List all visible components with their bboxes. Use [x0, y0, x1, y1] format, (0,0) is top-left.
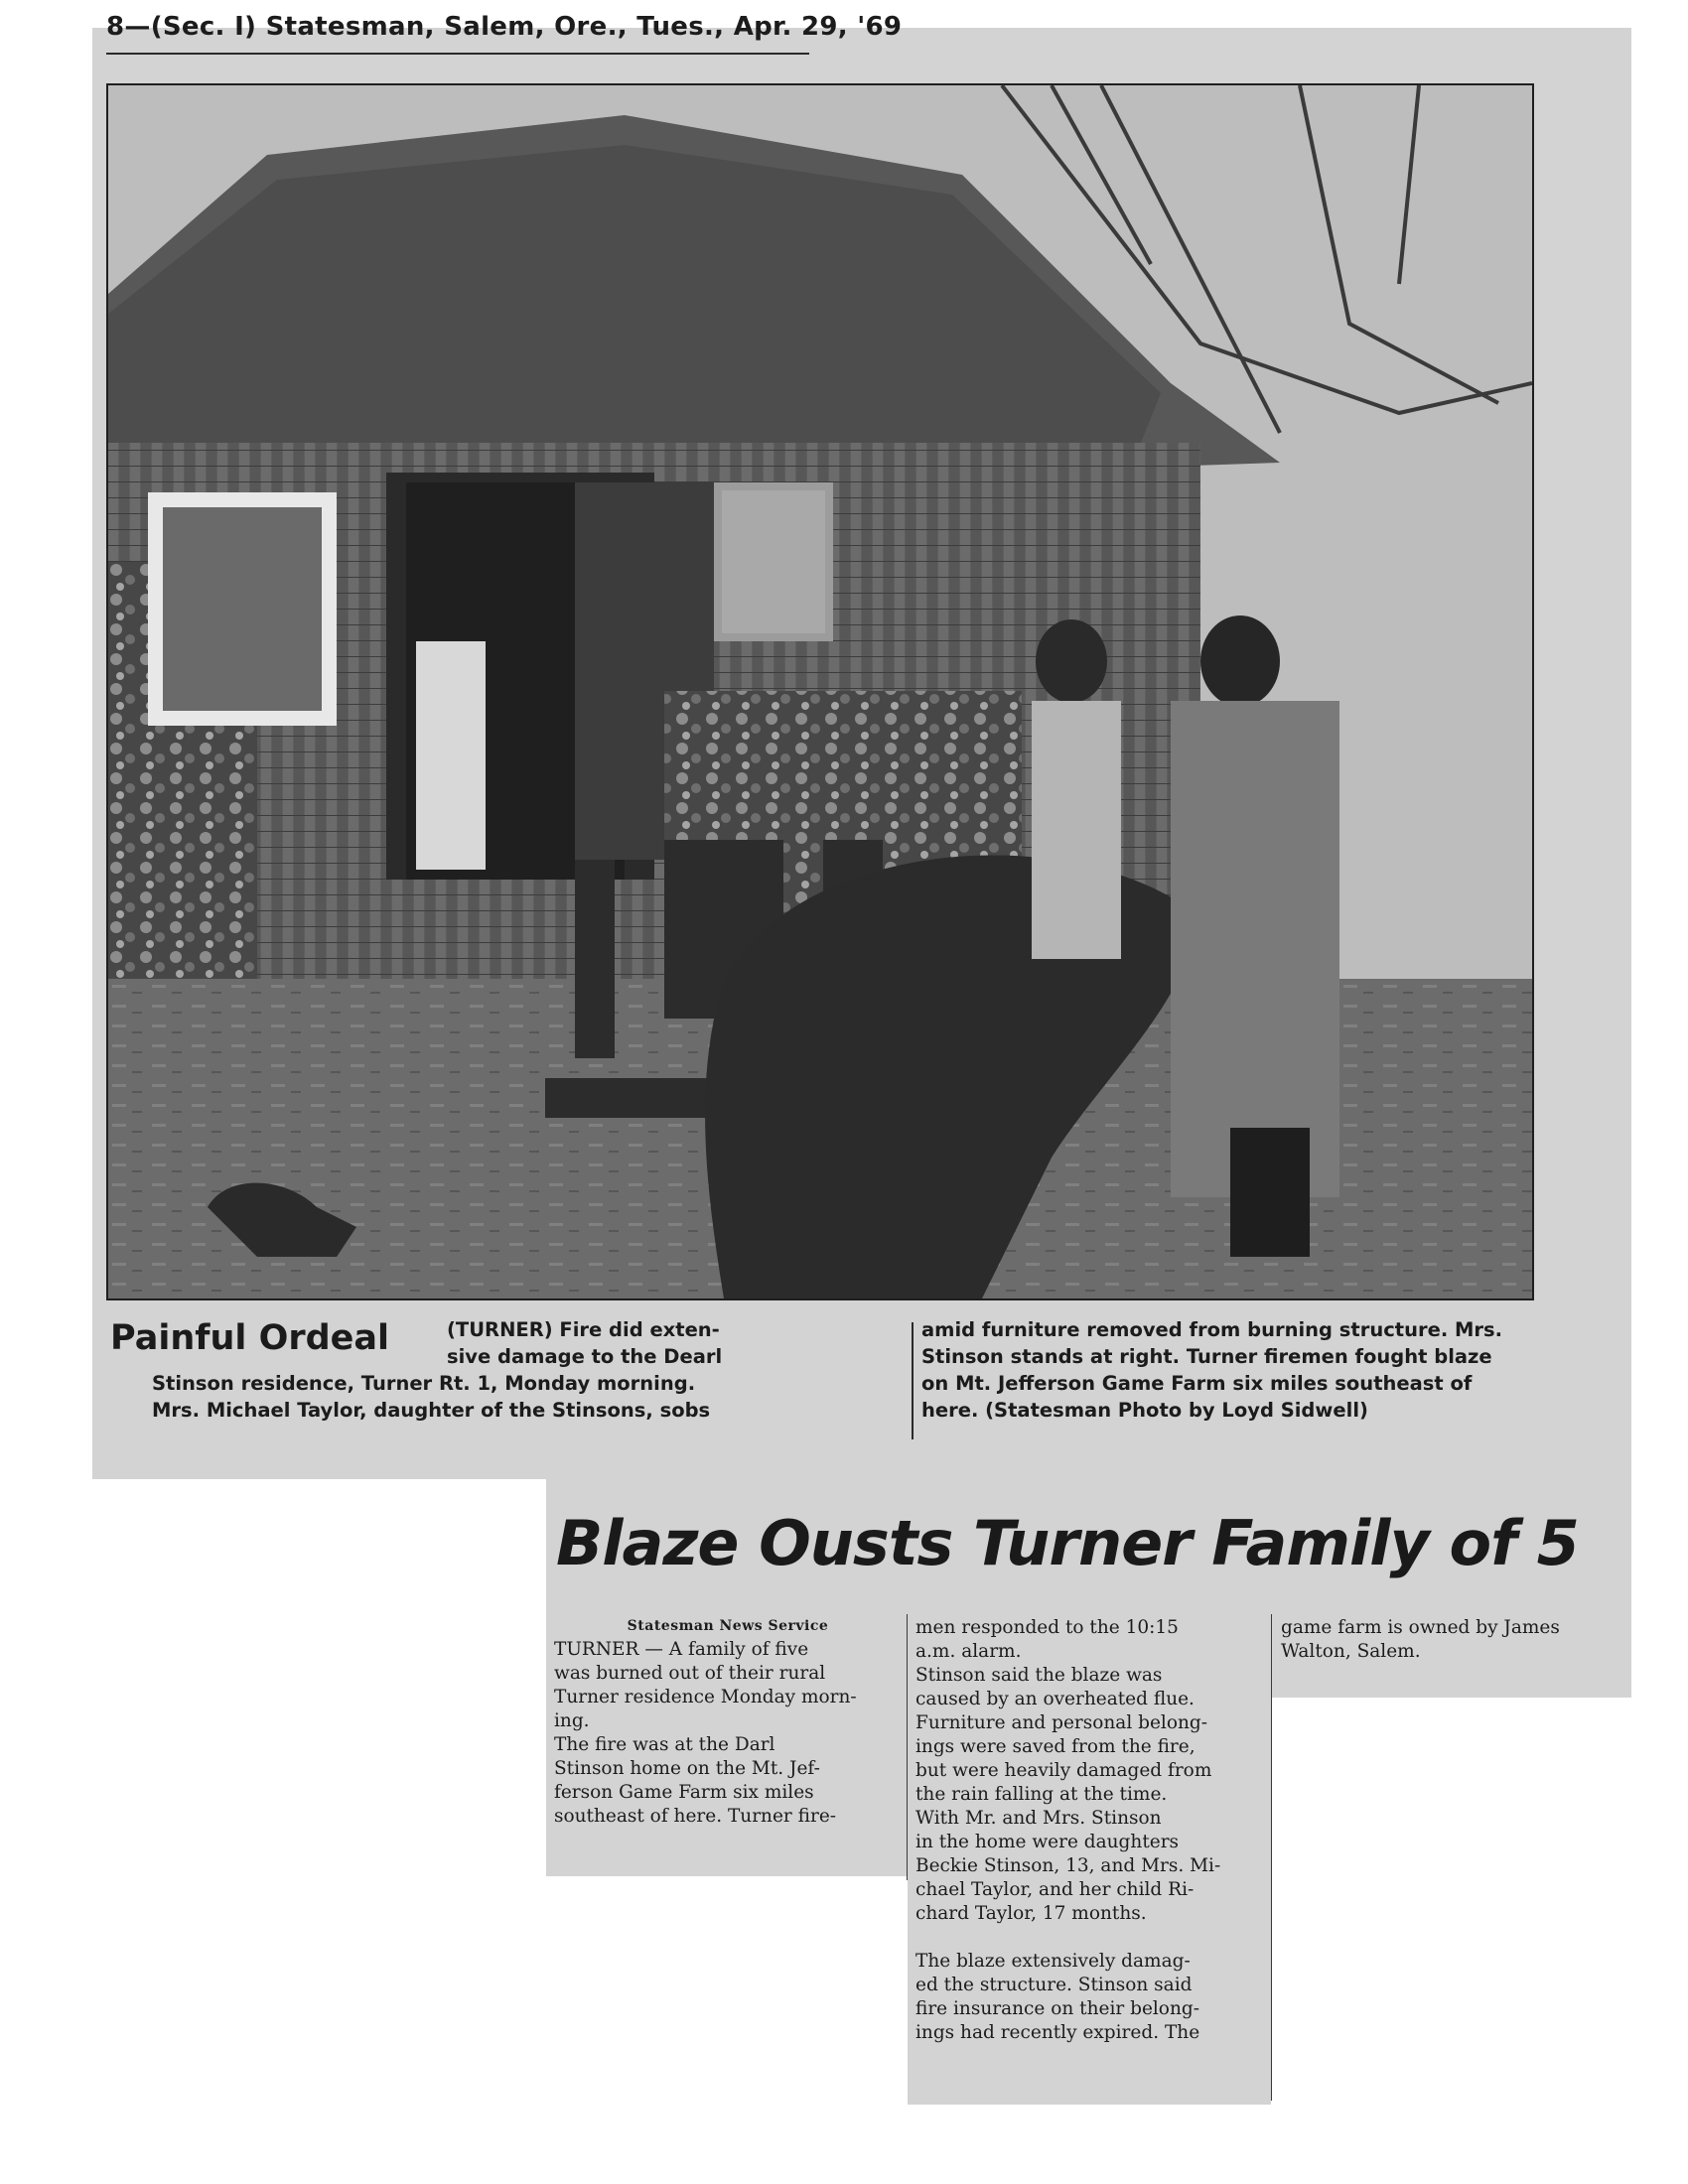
- article-line: fire insurance on their belong-: [915, 1998, 1199, 2019]
- photo-house-fire-icon: [108, 85, 1532, 1298]
- article-line: ings had recently expired. The: [915, 2022, 1200, 2043]
- article-line: chael Taylor, and her child Ri-: [915, 1879, 1195, 1900]
- article-line: With Mr. and Mrs. Stinson: [915, 1808, 1162, 1829]
- article-line: ferson Game Farm six miles: [554, 1782, 814, 1803]
- article-column-a: [554, 1616, 902, 1829]
- caption-column-2: [921, 1316, 1527, 1424]
- article-line: chard Taylor, 17 months.: [915, 1903, 1147, 1924]
- article-line: but were heavily damaged from: [915, 1760, 1212, 1781]
- headline: Blaze Ousts Turner Family of 5: [556, 1507, 1579, 1579]
- byline: Statesman News Service: [627, 1618, 829, 1634]
- article-line: men responded to the 10:15: [915, 1617, 1179, 1638]
- article-line: ings were saved from the fire,: [915, 1736, 1196, 1757]
- article-line: [915, 1926, 1265, 1950]
- caption-title: Painful Ordeal: [110, 1318, 389, 1358]
- column-rule: [907, 1614, 908, 1880]
- caption-line: Stinson stands at right. Turner firemen fought blaze: [921, 1345, 1492, 1368]
- caption-line: Stinson residence, Turner Rt. 1, Monday morning.: [152, 1372, 696, 1395]
- caption-line: sive damage to the Dearl: [447, 1345, 723, 1368]
- news-photo: [106, 83, 1534, 1300]
- dateline-rule: [106, 53, 809, 55]
- article-line: Furniture and personal belong-: [915, 1712, 1207, 1733]
- caption-line: (TURNER) Fire did exten-: [447, 1318, 720, 1341]
- article-line: a.m. alarm.: [915, 1641, 1022, 1662]
- caption-line: Mrs. Michael Taylor, daughter of the Stinsons, sobs: [152, 1399, 711, 1422]
- article-line: Beckie Stinson, 13, and Mrs. Mi-: [915, 1855, 1221, 1876]
- article-lines-a: [554, 1638, 902, 1829]
- caption-divider: [912, 1322, 914, 1439]
- caption-line: on Mt. Jefferson Game Farm six miles southeast of: [921, 1372, 1473, 1395]
- article-line: southeast of here. Turner fire-: [554, 1806, 837, 1827]
- article-line: the rain falling at the time.: [915, 1784, 1168, 1805]
- article-lines-b: [915, 1616, 1265, 2045]
- article-line: The fire was at the Darl: [554, 1734, 775, 1755]
- article-line: Stinson said the blaze was: [915, 1665, 1163, 1686]
- article-line: TURNER — A family of five: [554, 1639, 809, 1660]
- dateline: 8—(Sec. I) Statesman, Salem, Ore., Tues., Apr. 29, '69: [106, 12, 903, 42]
- article-line: ed the structure. Stinson said: [915, 1975, 1193, 1995]
- article-line: Turner residence Monday morn-: [554, 1687, 857, 1707]
- article-line: caused by an overheated flue.: [915, 1689, 1195, 1709]
- article-line: Walton, Salem.: [1281, 1641, 1421, 1662]
- column-rule: [1271, 1614, 1272, 2101]
- article-column-b: [915, 1616, 1265, 2045]
- article-line: was burned out of their rural: [554, 1663, 826, 1684]
- article-line: ing.: [554, 1710, 590, 1731]
- article-line: in the home were daughters: [915, 1832, 1180, 1852]
- article-column-c: [1281, 1616, 1628, 1664]
- caption-line: amid furniture removed from burning structure. Mrs.: [921, 1318, 1503, 1341]
- article-line: The blaze extensively damag-: [915, 1951, 1191, 1972]
- article-line: game farm is owned by James: [1281, 1617, 1560, 1638]
- article-line: Stinson home on the Mt. Jef-: [554, 1758, 820, 1779]
- caption-line: here. (Statesman Photo by Loyd Sidwell): [921, 1399, 1368, 1422]
- article-lines-c: [1281, 1616, 1628, 1664]
